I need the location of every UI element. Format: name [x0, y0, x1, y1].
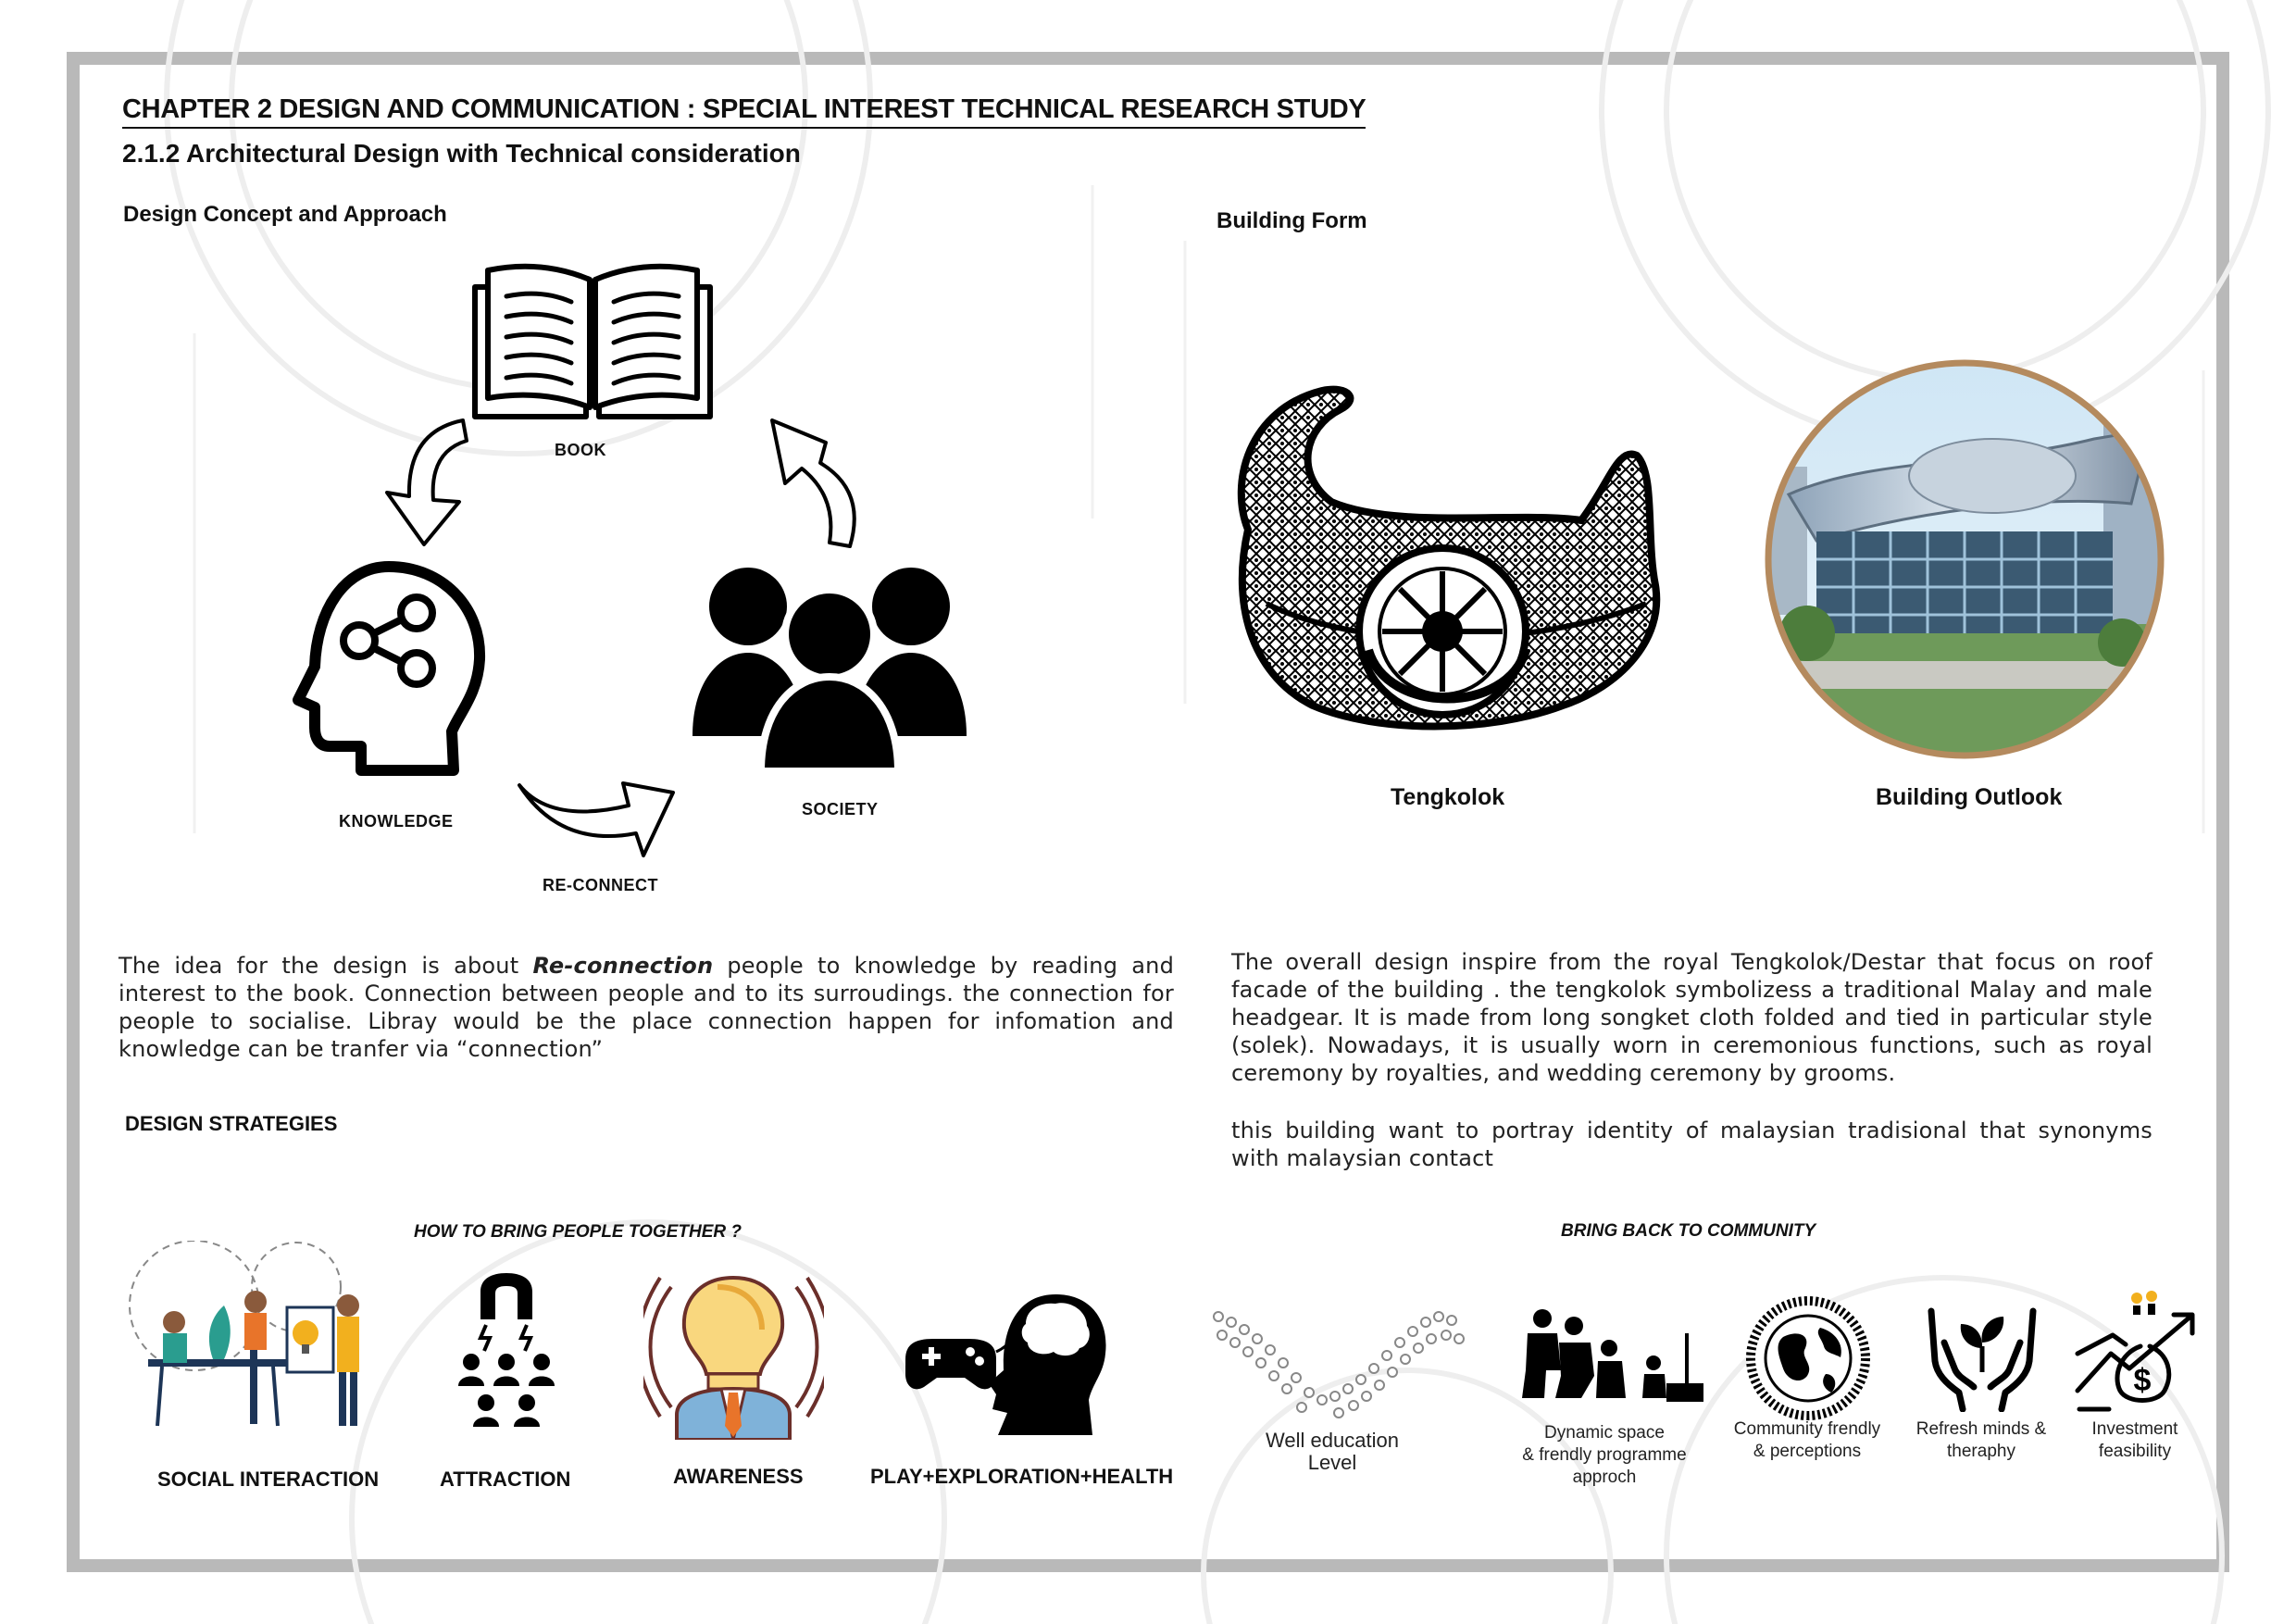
attraction-label: ATTRACTION	[440, 1468, 571, 1491]
investment-label: Investment feasibility	[2091, 1419, 2178, 1461]
building-outlook-image	[1761, 356, 2168, 763]
reconnection-emphasis: Re-connection	[532, 953, 714, 979]
community-heading: BRING BACK TO COMMUNITY	[1561, 1221, 1816, 1241]
chapter-title: CHAPTER 2 DESIGN AND COMMUNICATION : SPECIAL INTEREST TECHNICAL RESEARCH STUDY	[122, 94, 1366, 129]
arrow-right-icon	[514, 767, 680, 859]
investment-icon	[2072, 1289, 2202, 1417]
play-exploration-health-label: PLAY+EXPLORATION+HEALTH	[870, 1465, 1174, 1488]
book-label: BOOK	[555, 441, 606, 459]
open-book-icon	[468, 259, 718, 421]
social-interaction-icon	[120, 1241, 384, 1435]
social-interaction-label: SOCIAL INTERACTION	[157, 1468, 380, 1491]
design-strategies-heading: DESIGN STRATEGIES	[125, 1112, 338, 1135]
arrow-up-left-icon	[765, 407, 867, 556]
design-concept-heading: Design Concept and Approach	[123, 202, 447, 227]
building-form-heading: Building Form	[1217, 208, 1367, 233]
lightbulb-head-icon	[643, 1259, 824, 1440]
knowledge-label: KNOWLEDGE	[339, 812, 454, 831]
refresh-minds-label: Refresh minds & theraphy	[1915, 1419, 2047, 1461]
arrow-down-left-icon	[370, 413, 472, 552]
strategies-question: HOW TO BRING PEOPLE TOGETHER ?	[414, 1222, 742, 1242]
hands-plant-icon	[1922, 1305, 2042, 1412]
well-education-label: Well education Level	[1266, 1429, 1399, 1474]
tengkolok-headgear-icon	[1211, 372, 1674, 743]
building-outlook-label: Building Outlook	[1876, 784, 2063, 810]
head-network-icon	[285, 556, 489, 778]
community-globe-icon	[1746, 1296, 1870, 1420]
section-title: 2.1.2 Architectural Design with Technical consideration	[122, 139, 801, 168]
community-friendly-label: Community frendly & perceptions	[1733, 1419, 1881, 1461]
society-group-icon	[693, 560, 967, 773]
magnet-icon	[449, 1273, 565, 1435]
tengkolok-label: Tengkolok	[1391, 784, 1505, 810]
concept-paragraph: The idea for the design is about Re-connection people to knowledge by reading and interest to the book. Connection between people and to its surroudings. the connection for people to socialise. Libray would be the place connection happen for infomation and knowledge can be tranfer via “connection”	[119, 953, 1175, 1062]
dynamic-space-icon	[1518, 1305, 1703, 1407]
svg-text:$: $	[2133, 1363, 2152, 1398]
building-form-paragraph: The overall design inspire from the royal Tengkolok/Destar that focus on roof facade of the building . the tengkolok symbolizess a traditional Malay and male headgear. It is made from long songket cloth folded and tied in particular style (solek). Nowadays, it is usually worn in ceremonious functions, such as royal ceremony by royalties, and wedding ceremony by grooms.	[1231, 949, 2152, 1086]
reconnect-label: RE-CONNECT	[543, 876, 658, 894]
awareness-label: AWARENESS	[673, 1465, 804, 1488]
gamepad-head-icon	[896, 1287, 1109, 1435]
identity-paragraph: this building want to portray identity of malaysian tradisional that synonyms with malaysian contact	[1231, 1118, 2152, 1171]
dynamic-space-label: Dynamic space & frendly programme approch	[1522, 1423, 1687, 1487]
education-crowd-icon	[1209, 1307, 1468, 1428]
society-label: SOCIETY	[802, 800, 879, 818]
